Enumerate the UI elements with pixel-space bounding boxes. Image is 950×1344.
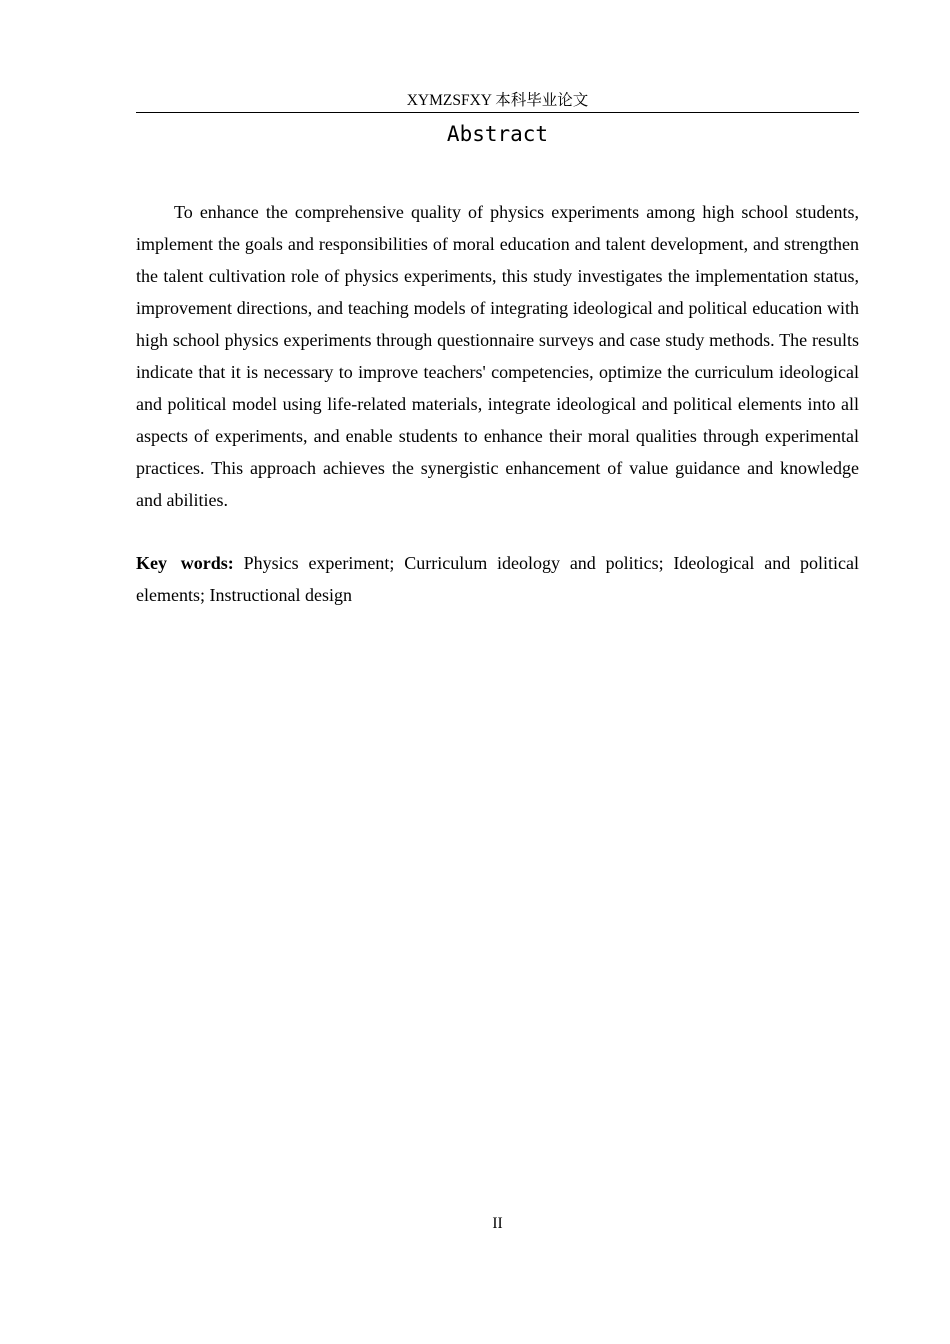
header-divider [136, 112, 859, 113]
abstract-body: To enhance the comprehensive quality of physics experiments among high school students, implement the goals and responsibilities of moral education and talent development, and strengthen the talent cultivation role of physics experiments, this study investigates the implementation status, improvement directions, and teaching models of integrating ideological and political education with high school physics experiments through questionnaire surveys and case study methods. The results indicate that it is necessary to improve teachers' competencies, optimize the curriculum ideological and political model using life-related materials, integrate ideological and political elements into all aspects of experiments, and enable students to enhance their moral qualities through experimental practices. This approach achieves the synergistic enhancement of value guidance and knowledge and abilities. [136, 202, 859, 510]
abstract-title: Abstract [446, 122, 549, 146]
keywords-text: Physics experiment; Curriculum ideology and politics; Ideological and political elements; Instructional design [136, 553, 859, 605]
keywords-paragraph [136, 547, 859, 611]
running-header: XYMZSFXY 本科毕业论文 [406, 92, 589, 109]
page-number: II [492, 1215, 503, 1232]
keywords-label: Key words: [136, 553, 234, 573]
